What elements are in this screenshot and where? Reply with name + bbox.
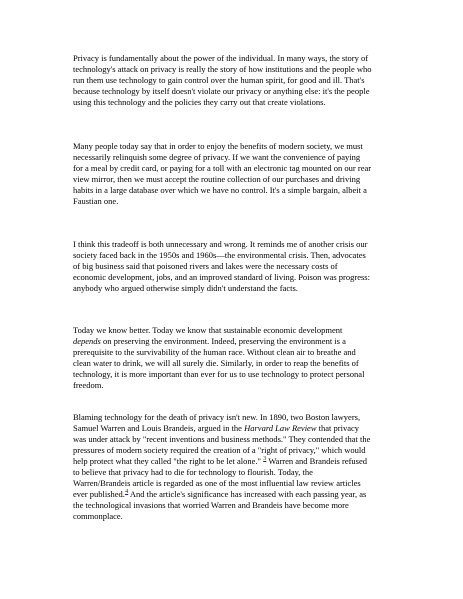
- text-line: Warren/Brandeis article is regarded as one of the most influential law review articles: [73, 477, 361, 488]
- text-line: the technological invasions that worried Warren and Brandeis have become more: [73, 499, 349, 510]
- text-line: habits in a large database over which we have no control. It's a simple bargain, albeit a: [73, 184, 367, 195]
- text-segment: on preserving the environment. Indeed, preserving the environment is a: [100, 335, 346, 346]
- text-line: to believe that privacy had to die for technology to flourish. Today, the: [73, 466, 313, 477]
- emphasis-text: depends: [73, 335, 101, 346]
- text-line: run them use technology to gain control over the human spirit, for good and ill. That's: [73, 74, 365, 85]
- text-line: Privacy is fundamentally about the power of the individual. In many ways, the story of: [73, 53, 369, 63]
- text-line: [73, 336, 398, 347]
- paragraph-3: [73, 239, 398, 294]
- paragraph-2: [73, 141, 398, 207]
- text-segment: And the article's significance has increased with each passing year, as: [128, 488, 367, 499]
- paragraph-4: [73, 325, 398, 391]
- text-line: Faustian one.: [73, 195, 119, 206]
- journal-title: Harvard Law Review: [244, 422, 317, 433]
- text-line: [73, 423, 398, 434]
- text-line: freedom.: [73, 379, 104, 390]
- text-line: necessarily relinquish some degree of privacy. If we want the convenience of paying: [73, 151, 361, 162]
- text-line: of big business said that poisoned rivers and lakes were the necessary costs of: [73, 260, 338, 271]
- text-line: commonplace.: [73, 510, 123, 521]
- text-line: [73, 489, 398, 500]
- text-line: technology, it is more important than ever for us to use technology to protect personal: [73, 368, 365, 379]
- text-line: for a meal by credit card, or paying for a toll with an electronic tag mounted on our rear: [73, 162, 372, 173]
- text-line: prerequisite to the survivability of the human race. Without clean air to breathe and: [73, 346, 356, 357]
- text-line: pressures of modern society required the creation of a "right of privacy," which would: [73, 444, 366, 455]
- text-line: technology's attack on privacy is really the story of how institutions and the people who: [73, 63, 372, 74]
- text-line: clean water to drink, we will all surely die. Similarly, in order to reap the benefits of: [73, 357, 359, 368]
- text-line: was under attack by "recent inventions and business methods." They contended that the: [73, 433, 371, 444]
- text-line: Today we know better. Today we know that sustainable economic development: [73, 325, 343, 335]
- paragraph-5: [73, 412, 398, 522]
- text-line: anybody who argued otherwise simply didn't understand the facts.: [73, 282, 298, 293]
- text-segment: Warren and Brandeis refused: [266, 455, 368, 466]
- text-line: society faced back in the 1950s and 1960s—the environmental crisis. Then, advocates: [73, 249, 366, 260]
- text-line: Many people today say that in order to enjoy the benefits of modern society, we must: [73, 141, 363, 151]
- text-segment: that privacy: [316, 422, 359, 433]
- text-segment: Samuel Warren and Louis Brandeis, argued in the: [73, 422, 245, 433]
- text-line: economic development, jobs, and an improved standard of living. Poison was progress:: [73, 271, 370, 282]
- text-segment: help protect what they called "the right to be let alone.": [73, 455, 264, 466]
- text-line: Blaming technology for the death of privacy isn't new. In 1890, two Boston lawyers,: [73, 412, 361, 422]
- footnote-link-4[interactable]: 4: [124, 487, 129, 495]
- paragraph-1: [73, 53, 398, 108]
- text-line: using this technology and the policies they carry out that create violations.: [73, 96, 326, 107]
- text-line: I think this tradeoff is both unnecessary and wrong. It reminds me of another crisis our: [73, 239, 368, 249]
- text-line: view mirror, then we must accept the routine collection of our purchases and driving: [73, 173, 361, 184]
- text-segment: ever published.: [73, 488, 125, 499]
- text-line: [73, 456, 398, 467]
- footnote-link-3[interactable]: 3: [263, 454, 267, 462]
- text-line: because technology by itself doesn't violate our privacy or anything else: it's the people: [73, 85, 370, 96]
